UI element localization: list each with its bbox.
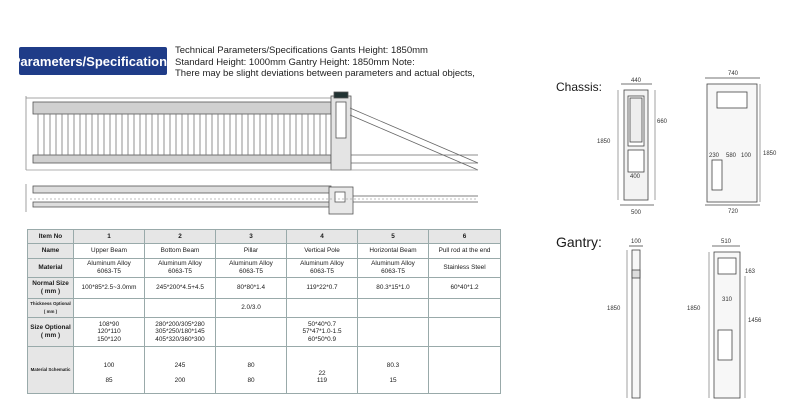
row-label: Material Schematic (28, 347, 74, 394)
schematic-bottom-beam: 245 200 (145, 347, 216, 394)
spec-note-line-1: Technical Parameters/Specifications Gants Height: 1850mm (175, 45, 428, 56)
gate-front-view (26, 92, 478, 170)
table-cell: Bottom Beam (145, 244, 216, 259)
header-cell: 4 (287, 230, 358, 244)
gantry-pole-height-dim: 1850 (607, 306, 621, 312)
table-cell: Horizontal Beam (358, 244, 429, 259)
row-label: Normal Size ( mm ) (28, 278, 74, 299)
schematic-upper-beam: 100 85 (74, 347, 145, 394)
table-cell: Aluminum Alloy 6063-T5 (216, 259, 287, 278)
chassis-front-bottom-dim: 500 (630, 210, 642, 216)
table-cell (358, 318, 429, 347)
table-cell: Aluminum Alloy 6063-T5 (358, 259, 429, 278)
table-cell: Aluminum Alloy 6063-T5 (145, 259, 216, 278)
table-row (28, 259, 501, 278)
spec-table-header-row (28, 230, 501, 244)
chassis-side-bottom-dim: 720 (727, 209, 739, 215)
table-cell: 280*200/305*280 305*250/180*145 405*320/360*300 (145, 318, 216, 347)
table-row (28, 347, 501, 394)
header-cell: 5 (358, 230, 429, 244)
chassis-side-drawing (705, 78, 760, 205)
chassis-side-top-dim: 740 (727, 71, 739, 77)
table-cell: 80.3*15*1.0 (358, 278, 429, 299)
chassis-side-height-dim: 1850 (763, 151, 777, 157)
header-cell: Item No (28, 230, 74, 244)
table-row (28, 318, 501, 347)
gate-top-view (26, 184, 478, 214)
table-cell: 108*90 120*110 150*120 (74, 318, 145, 347)
chassis-side-dim-1: 230 (709, 153, 720, 159)
table-cell (145, 299, 216, 318)
gantry-label: Gantry: (556, 234, 602, 250)
chassis-side-dim-2: 580 (726, 153, 737, 159)
table-row (28, 299, 501, 318)
table-cell (74, 299, 145, 318)
spec-note-line-2: Standard Height: 1000mm Gantry Height: 1850mm Note: (175, 56, 415, 68)
chassis-front-top-dim: 440 (630, 78, 642, 84)
gantry-box-height-dim: 1850 (687, 306, 701, 312)
chassis-front-drawing (618, 84, 655, 205)
table-cell: Pull rod at the end (429, 244, 501, 259)
row-label: Size Optional ( mm ) (28, 318, 74, 347)
table-cell (429, 299, 501, 318)
chassis-label: Chassis: (556, 80, 603, 94)
row-label: Thickness Optional ( mm ) (28, 299, 74, 318)
header-cell: 2 (145, 230, 216, 244)
table-cell (358, 299, 429, 318)
table-cell: Stainless Steel (429, 259, 501, 278)
table-cell: 2.0/3.0 (216, 299, 287, 318)
spec-note-line-3: There may be slight deviations between parameters and actual objects, (175, 68, 475, 79)
chassis-front-inner-dim: 660 (657, 119, 668, 125)
gantry-pole-top-dim: 100 (630, 239, 642, 245)
chassis-side-dim-3: 100 (741, 153, 752, 159)
table-cell: Pillar (216, 244, 287, 259)
chassis-front-base-dim: 400 (630, 174, 641, 180)
row-label: Name (28, 244, 74, 259)
table-cell: Upper Beam (74, 244, 145, 259)
spec-table (27, 229, 501, 394)
gantry-pole-drawing (627, 246, 643, 398)
schematic-horizontal-beam: 80.3 15 (358, 347, 429, 394)
table-cell: 100*85*2.5~3.0mm (74, 278, 145, 299)
header-cell: 6 (429, 230, 501, 244)
gantry-box-top-dim: 510 (720, 239, 732, 245)
gantry-box-dim-3: 1456 (748, 318, 762, 324)
row-label: Material (28, 259, 74, 278)
gantry-box-drawing (709, 246, 745, 398)
table-cell: 60*40*1.2 (429, 278, 501, 299)
chassis-front-height-dim: 1850 (597, 139, 611, 145)
table-cell: 80*80*1.4 (216, 278, 287, 299)
table-row (28, 244, 501, 259)
table-cell: Vertical Pole (287, 244, 358, 259)
table-cell (287, 299, 358, 318)
gantry-box-dim-2: 310 (722, 297, 733, 303)
header-cell: 3 (216, 230, 287, 244)
table-cell: Aluminum Alloy 6063-T5 (287, 259, 358, 278)
table-cell (429, 318, 501, 347)
schematic-pillar: 80 80 (216, 347, 287, 394)
header-cell: 1 (74, 230, 145, 244)
table-cell: 119*22*0.7 (287, 278, 358, 299)
table-cell (216, 318, 287, 347)
specs-header-badge: Parameters/Specifications (19, 47, 167, 75)
schematic-pull-rod (429, 347, 501, 394)
schematic-vertical-pole: 22 119 (287, 347, 358, 394)
table-cell: 245*200*4.5+4.5 (145, 278, 216, 299)
gantry-box-dim-1: 163 (745, 269, 756, 275)
table-cell: 50*40*0.7 57*47*1.0-1.5 60*50*0.9 (287, 318, 358, 347)
table-cell: Aluminum Alloy 6063-T5 (74, 259, 145, 278)
table-row (28, 278, 501, 299)
